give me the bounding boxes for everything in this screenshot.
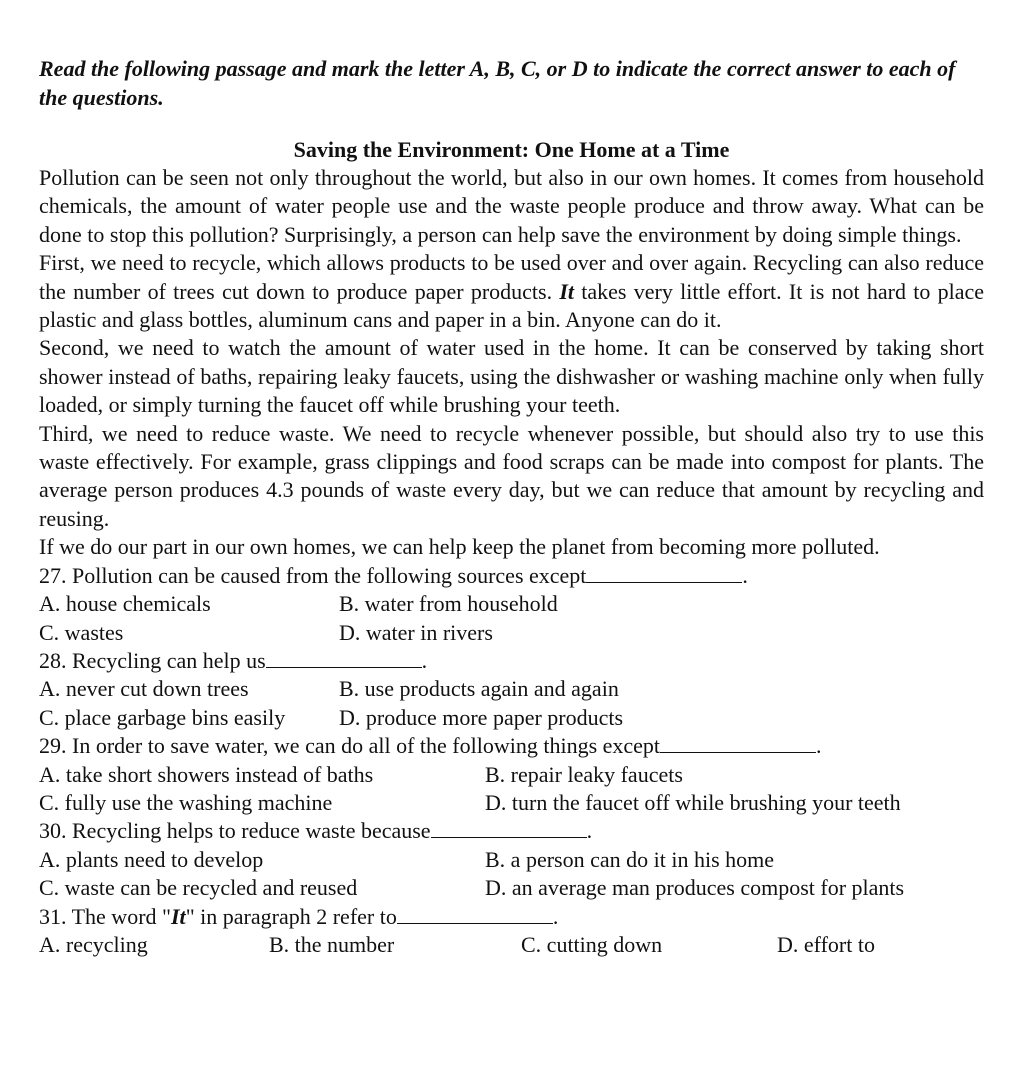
option-d[interactable]: D. effort to [777, 931, 875, 957]
question-28-options [39, 675, 984, 732]
paragraph-4: Third, we need to reduce waste. We need to recycle whenever possible, but should also try to use this waste effectively. For example, grass clippings and food scraps can be made into compost for plants. The average person produces 4.3 pounds of waste every day, but we can reduce that amount by recycling and reusing. [39, 420, 984, 531]
worksheet [39, 54, 984, 959]
option-a[interactable]: A. take short showers instead of baths [39, 761, 374, 787]
option-c[interactable]: C. waste can be recycled and reused [39, 875, 358, 901]
option-b[interactable]: B. use products again and again [339, 676, 619, 702]
question-29-options [39, 761, 984, 818]
answer-blank [660, 732, 816, 753]
answer-blank [431, 817, 587, 838]
paragraph-2 [39, 249, 984, 334]
option-a[interactable]: A. recycling [39, 931, 148, 957]
answer-blank [266, 647, 422, 668]
paragraph-2-text-b: takes very little effort. It is not hard to place plastic and glass bottles, aluminum cans and paper in a bin. Anyone can do it. [39, 278, 984, 333]
question-31: 31. The word "It" in paragraph 2 refer to . [39, 903, 559, 929]
paragraph-1: Pollution can be seen not only throughout the world, but also in our own homes. It comes from household chemicals, the amount of water people use and the waste people produce and throw away. What can be done to stop this pollution? Surprisingly, a person can help save the environment by doing simple things. [39, 165, 984, 247]
option-c[interactable]: C. place garbage bins easily [39, 704, 286, 730]
highlighted-word-it: It [559, 278, 575, 304]
option-c[interactable]: C. fully use the washing machine [39, 789, 333, 815]
option-b[interactable]: B. repair leaky faucets [485, 761, 683, 787]
option-c[interactable]: C. cutting down [521, 931, 663, 957]
question-31-options [39, 931, 984, 959]
option-d[interactable]: D. water in rivers [339, 619, 493, 645]
question-stem-a: 31. The word " [39, 903, 171, 929]
option-a[interactable]: A. plants need to develop [39, 846, 264, 872]
question-30: 30. Recycling helps to reduce waste because . [39, 818, 593, 844]
question-27-options [39, 590, 984, 647]
question-stem: 29. In order to save water, we can do all of the following things except [39, 733, 661, 759]
question-stem-b: " in paragraph 2 refer to [185, 903, 397, 929]
option-b[interactable]: B. a person can do it in his home [485, 846, 775, 872]
question-stem: 28. Recycling can help us [39, 647, 266, 673]
instructions: Read the following passage and mark the letter A, B, C, or D to indicate the correct answer to each of the questions. [39, 56, 956, 110]
answer-blank [397, 903, 553, 924]
option-b[interactable]: B. the number [269, 931, 395, 957]
paragraph-5: If we do our part in our own homes, we can help keep the planet from becoming more polluted. [39, 534, 880, 560]
question-27: 27. Pollution can be caused from the following sources except . [39, 562, 748, 588]
option-d[interactable]: D. produce more paper products [339, 704, 624, 730]
question-stem: 27. Pollution can be caused from the following sources except [39, 562, 587, 588]
question-29: 29. In order to save water, we can do all of the following things except . [39, 733, 822, 759]
passage-title: Saving the Environment: One Home at a Time [293, 137, 730, 162]
paragraph-3: Second, we need to watch the amount of water used in the home. It can be conserved by taking short shower instead of baths, repairing leaky faucets, using the dishwasher or washing machine only when fully loaded, or simply turning the faucet off while brushing your teeth. [39, 335, 984, 418]
option-d[interactable]: D. an average man produces compost for plants [485, 875, 905, 901]
paragraph-2-text-a: First, we need to recycle, which allows products to be used over and over again. Recycling can also reduce the number of trees cut down to produce paper products. [39, 250, 984, 304]
answer-blank [586, 562, 742, 583]
question-stem: 30. Recycling helps to reduce waste because [39, 818, 431, 844]
option-b[interactable]: B. water from household [339, 591, 558, 617]
question-28: 28. Recycling can help us . [39, 647, 428, 673]
option-d[interactable]: D. turn the faucet off while brushing your teeth [485, 789, 901, 815]
option-c[interactable]: C. wastes [39, 619, 124, 645]
option-a[interactable]: A. house chemicals [39, 591, 211, 617]
question-30-options [39, 846, 984, 903]
quoted-word-it: It [171, 903, 186, 929]
option-a[interactable]: A. never cut down trees [39, 676, 249, 702]
